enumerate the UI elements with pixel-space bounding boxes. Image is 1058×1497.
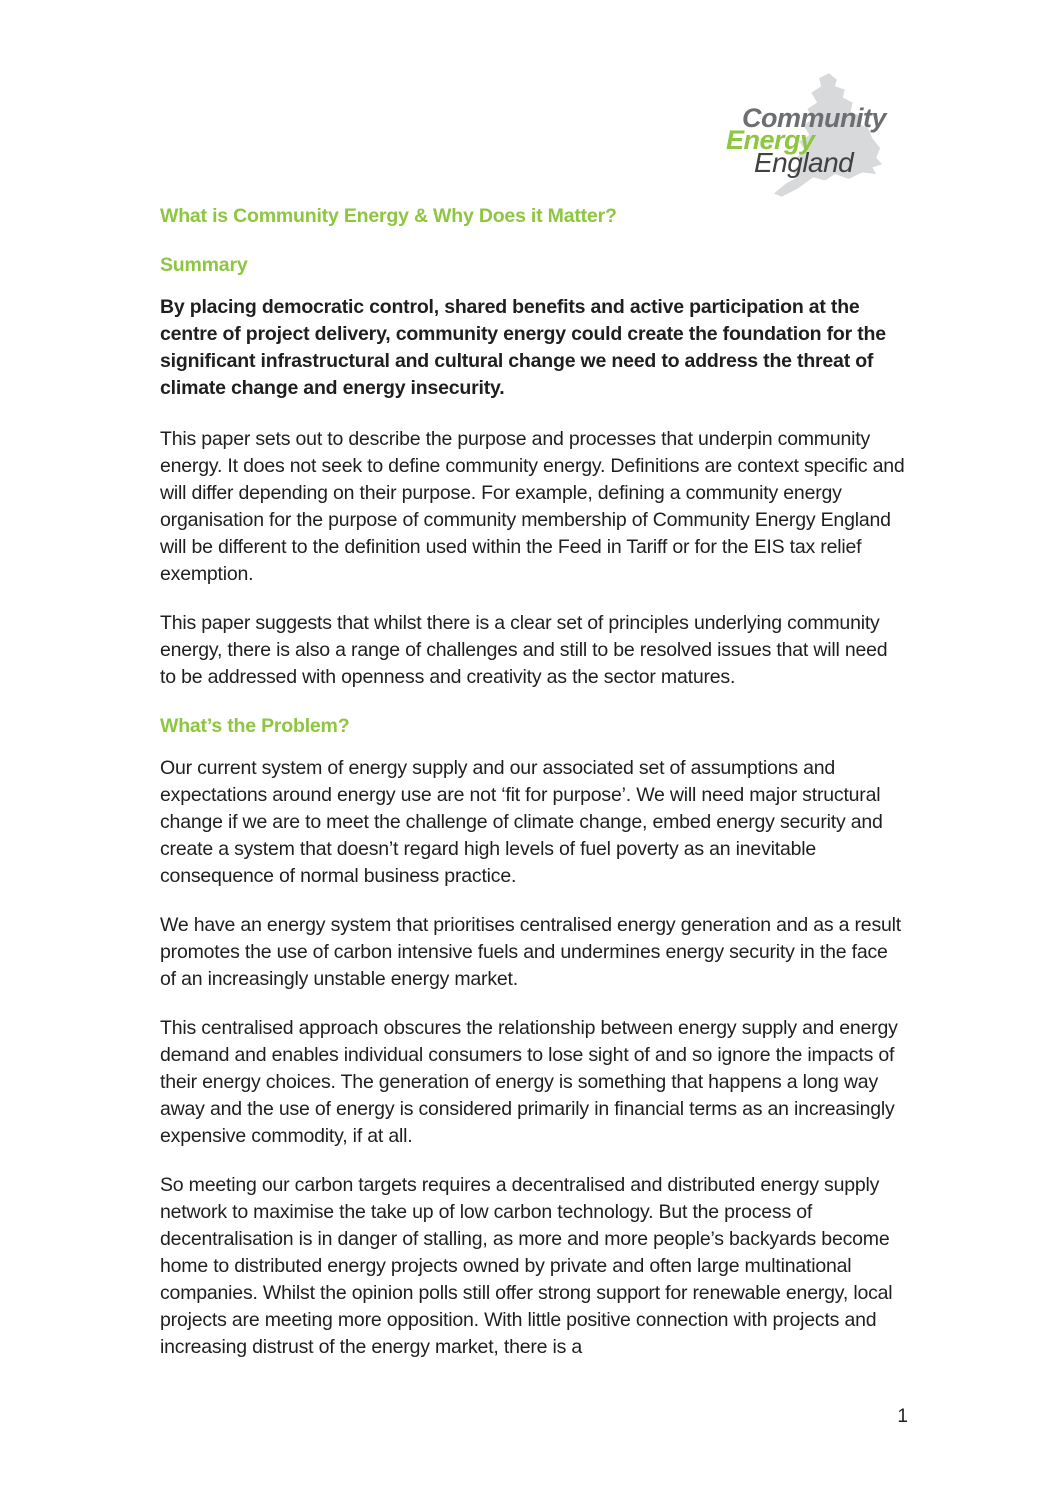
problem-paragraph-2: We have an energy system that prioritises centralised energy generation and as a result promotes the use of carbon intensive fuels and undermines energy security in the face of an increasingly unstable energy market. xyxy=(160,914,901,990)
logo-word-community: Community xyxy=(742,103,886,133)
problem-paragraph-3: This centralised approach obscures the relationship between energy supply and energy demand and enables individual consumers to lose sight of and so ignore the impacts of their energy choices. The generation of energy is something that happens a long way away and the use of energy is considered primarily in financial terms as an increasingly expensive commodity, if at all. xyxy=(160,1017,898,1147)
intro-paragraph-1: This paper sets out to describe the purpose and processes that underpin community energy. It does not seek to define community energy. Definitions are context specific and will differ depending on their purpose. For example, defining a community energy organisation for the purpose of community membership of Community Energy England will be different to the definition used within the Feed in Tariff or for the EIS tax relief exemption. xyxy=(160,428,905,585)
logo-word-energy: Energy xyxy=(726,125,815,155)
problem-heading: What’s the Problem? xyxy=(160,715,350,737)
document-title: What is Community Energy & Why Does it Matter? xyxy=(160,205,617,227)
page-number: 1 xyxy=(897,1406,908,1427)
summary-heading: Summary xyxy=(160,254,248,276)
problem-paragraph-1: Our current system of energy supply and our associated set of assumptions and expectations around energy use are not ‘fit for purpose’. We will need major structural change if we are to meet the challenge of climate change, embed energy security and create a system that doesn’t regard high levels of fuel poverty as an inevitable consequence of normal business practice. xyxy=(160,757,883,887)
community-energy-england-logo xyxy=(720,68,920,208)
logo-word-england: England xyxy=(754,147,854,178)
document-content xyxy=(160,203,908,1383)
problem-paragraph-4: So meeting our carbon targets requires a decentralised and distributed energy supply network to maximise the take up of low carbon technology. But the process of decentralisation is in danger of stalling, as more and more people’s backyards become home to distributed energy projects owned by private and often large multinational companies. Whilst the opinion polls still offer strong support for renewable energy, local projects are meeting more opposition. With little positive connection with projects and increasing distrust of the energy market, there is a xyxy=(160,1174,893,1358)
summary-lead-paragraph: By placing democratic control, shared benefits and active participation at the centre of project delivery, community energy could create the foundation for the significant infrastructural and cultural change we need to address the threat of climate change and energy insecurity. xyxy=(160,296,886,399)
intro-paragraph-2: This paper suggests that whilst there is a clear set of principles underlying community energy, there is also a range of challenges and still to be resolved issues that will need to be addressed with openness and creativity as the sector matures. xyxy=(160,612,888,688)
